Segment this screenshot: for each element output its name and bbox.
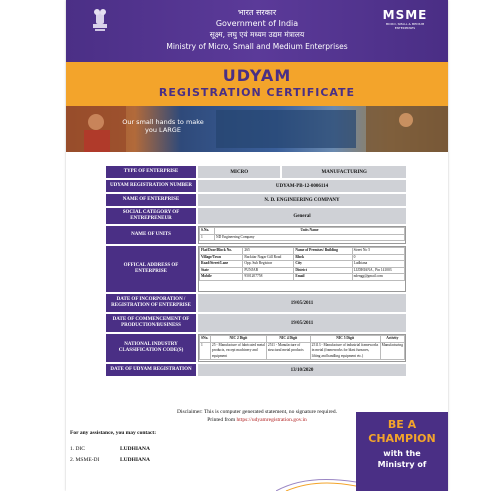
label-name-of-units: NAME OF UNITS: [106, 226, 196, 244]
assistance-heading: For any assistance, you may contact:: [70, 430, 157, 436]
champion-line4: Ministry of: [377, 460, 427, 469]
value-type-micro: MICRO: [198, 166, 280, 178]
decorative-swirl: [276, 470, 356, 491]
row-type-of-enterprise: [106, 166, 406, 178]
nic-cell: 25 - Manufacture of fabricated metal products, except machinery and equipment: [211, 342, 265, 358]
address-cell: Ludhiana: [352, 261, 404, 268]
label-official-address: OFFICAL ADDRESS OF ENTERPRISE: [106, 246, 196, 292]
printed-from-label: Printed from: [207, 417, 236, 423]
address-cell: 0: [352, 254, 404, 261]
msme-logo: [376, 8, 434, 38]
address-cell: Village/Town: [200, 254, 243, 261]
contact-msmedi-label: 2. MSME-DI: [70, 457, 100, 463]
msme-logo-subtext: MICRO, SMALL & MEDIUM ENTERPRISES: [385, 22, 425, 30]
row-date-of-commencement: [106, 314, 406, 332]
value-registration-number: UDYAM-PB-12-0006114: [198, 180, 406, 192]
value-date-of-udyam-registration: 13/10/2020: [198, 364, 406, 376]
row-date-of-udyam-registration: [106, 364, 406, 376]
address-cell: Street No 5: [352, 248, 404, 255]
msme-logo-text: MSME: [382, 8, 428, 22]
nic-table: [198, 334, 406, 362]
disclaimer: Disclaimer: This is computer generated statement, no signature required.: [177, 409, 337, 415]
certificate-table: [106, 166, 406, 378]
ministry-english: Ministry of Micro, Small and Medium Enterprises: [166, 42, 348, 51]
value-social-category: General: [198, 208, 406, 224]
label-registration-number: UDYAM REGISTRATION NUMBER: [106, 180, 196, 192]
address-cell: Flat/Door/Block No.: [200, 248, 243, 255]
nic-cell: Manufacturing: [380, 342, 404, 360]
banner-tagline: Our small hands to make you LARGE: [122, 118, 204, 134]
nic-header: Activity: [380, 336, 404, 343]
address-cell: LUDHIANA , Pin 141003: [352, 267, 404, 274]
address-cell: District: [294, 267, 352, 274]
units-header-name: Units Name: [215, 228, 405, 235]
contact-dic-value: LUDHIANA: [120, 446, 150, 452]
title-udyam: UDYAM: [222, 66, 292, 85]
gov-english: Government of India: [215, 19, 299, 28]
address-cell: Opp. Sub Registrar: [243, 261, 294, 268]
label-date-of-commencement: DATE OF COMMENCEMENT OF PRODUCTION/BUSINESS: [106, 314, 196, 332]
label-date-of-incorporation: DATE OF INCORPORATION / REGISTRATION OF ENTERPRISE: [106, 294, 196, 312]
address-cell: State: [200, 267, 243, 274]
units-cell-name: ND Engineering Company: [215, 234, 405, 241]
address-cell: Block: [294, 254, 352, 261]
contact-dic-label: 1. DIC: [70, 446, 85, 452]
units-cell-sno: 1: [200, 234, 215, 241]
units-table: [198, 226, 406, 244]
udyam-portal-link[interactable]: https://udyamregistration.gov.in: [236, 417, 307, 423]
address-cell: Backtiar Nagar Gill Road: [243, 254, 294, 261]
champion-line2: CHAMPION: [368, 432, 436, 445]
address-cell: Name of Premises/ Building: [294, 248, 352, 255]
label-social-category: SOCIAL CATEGORY OF ENTREPRENEUR: [106, 208, 196, 224]
champion-line1: BE A: [387, 418, 417, 431]
value-type-manufacturing: MANUFACTURING: [282, 166, 406, 178]
row-date-of-incorporation: [106, 294, 406, 312]
certificate-document: [66, 0, 448, 491]
nic-header: SNo.: [200, 336, 211, 343]
address-cell: Road/Street/Lane: [200, 261, 243, 268]
label-nic-codes: NATIONAL INDUSTRY CLASSIFICATION CODE(S): [106, 334, 196, 362]
address-cell: Email: [294, 274, 352, 281]
nic-cell: 25113 - Manufacture of industrial frameworks in metal (frameworks for blast furnaces, lifting and handling equipment etc.): [311, 342, 379, 358]
row-nic-codes: [106, 334, 406, 362]
row-name-of-units: [106, 226, 406, 244]
row-social-category: [106, 208, 406, 224]
nic-cell: 1: [200, 342, 211, 360]
row-registration-number: [106, 180, 406, 192]
champion-line3: with the: [383, 449, 421, 458]
label-name-of-enterprise: NAME OF ENTERPRISE: [106, 194, 196, 206]
units-header-sno: S.No.: [200, 228, 215, 235]
label-type-of-enterprise: TYPE OF ENTERPRISE: [106, 166, 196, 178]
title-registration-certificate: REGISTRATION CERTIFICATE: [158, 86, 356, 99]
address-cell: ndengg@gmail.com: [352, 274, 404, 281]
contact-msmedi-value: LUDHIANA: [120, 457, 150, 463]
nic-header: NIC 4 Digit: [266, 336, 310, 343]
address-table: [198, 246, 406, 292]
label-date-of-udyam-registration: DATE OF UDYAM REGISTRATION: [106, 364, 196, 376]
value-name-of-enterprise: N. D. ENGINEERING COMPANY: [198, 194, 406, 206]
nic-cell: 2511 - Manufacture of structural metal products: [266, 342, 310, 360]
address-cell: Mobile: [200, 274, 243, 281]
nic-header: NIC 5 Digit: [310, 336, 380, 343]
address-cell: 265: [243, 248, 294, 255]
row-official-address: [106, 246, 406, 292]
value-date-of-commencement: 19/05/2011: [198, 314, 406, 332]
row-name-of-enterprise: [106, 194, 406, 206]
value-date-of-incorporation: 19/05/2011: [198, 294, 406, 312]
ministry-hindi: सूक्ष्म, लघु एवं मध्यम उद्यम मंत्रालय: [209, 30, 305, 39]
nic-header: NIC 2 Digit: [210, 336, 266, 343]
address-cell: 9501207758: [243, 274, 294, 281]
gov-hindi: भारत सरकार: [237, 8, 277, 17]
address-cell: City: [294, 261, 352, 268]
address-cell: PUNJAB: [243, 267, 294, 274]
